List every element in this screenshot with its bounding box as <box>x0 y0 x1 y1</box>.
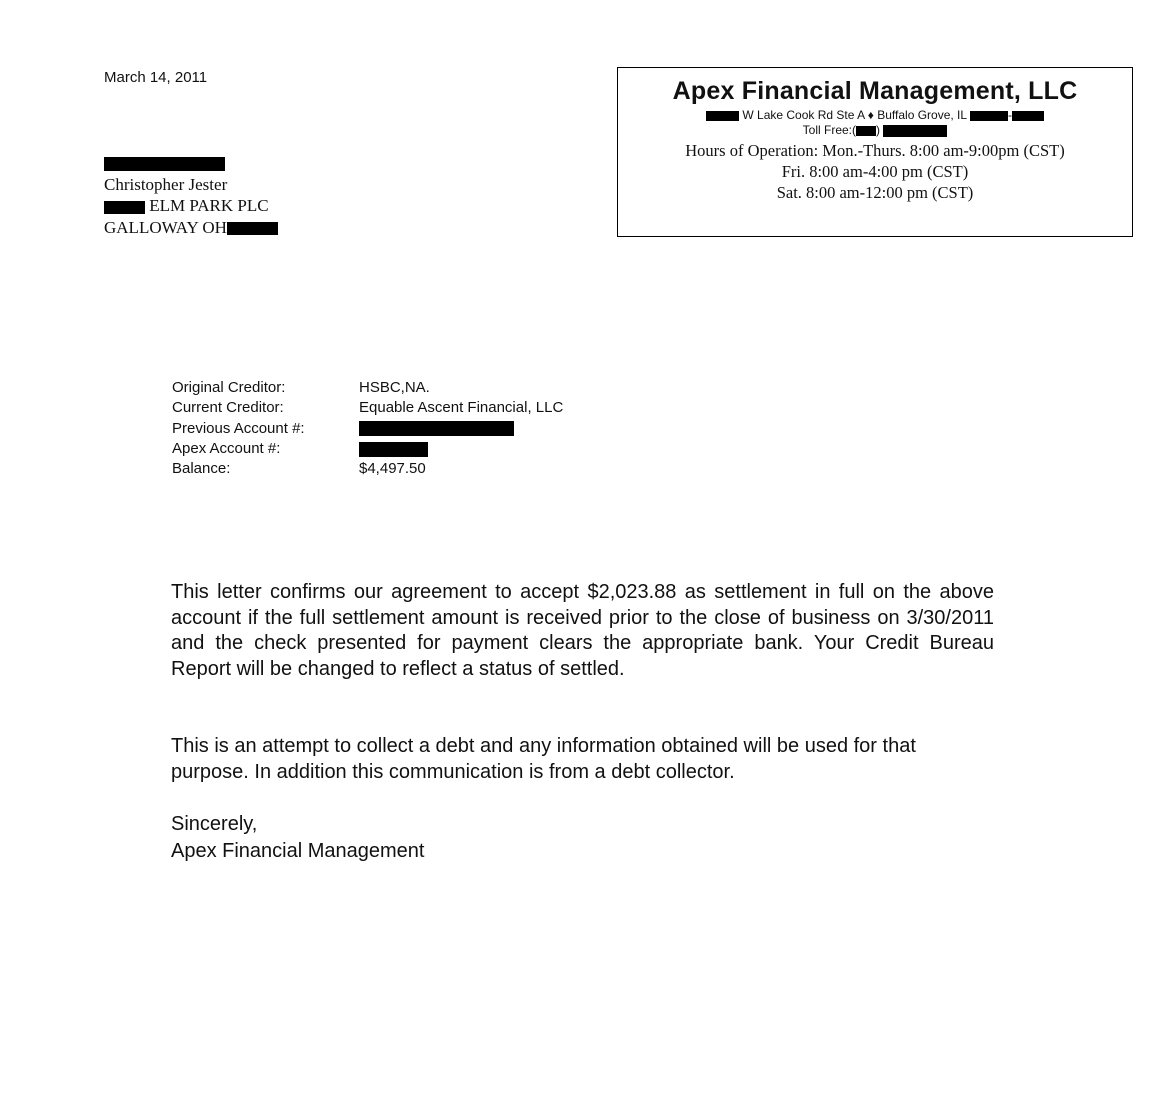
company-address-line <box>618 108 1132 122</box>
redaction-bar <box>104 201 145 214</box>
closing-signature: Apex Financial Management <box>171 839 425 862</box>
debt-collector-notice: This is an attempt to collect a debt and any information obtained will be used for that purpose. In addition this communication is from a debt collector. <box>171 735 916 783</box>
redaction-bar <box>1012 111 1044 121</box>
redaction-bar <box>970 111 1008 121</box>
redaction-bar <box>227 222 278 235</box>
toll-free-label: Toll Free:( <box>802 123 856 137</box>
company-address: W Lake Cook Rd Ste A ♦ Buffalo Grove, IL <box>742 108 967 122</box>
redaction-bar <box>359 421 514 436</box>
redaction-hyphen: - <box>1007 108 1012 122</box>
balance-row <box>172 459 563 479</box>
company-name: Apex Financial Management, LLC <box>672 77 1078 105</box>
current-creditor-row <box>172 398 563 418</box>
recipient-street-line <box>104 195 278 217</box>
apex-account-label: Apex Account #: <box>172 439 281 457</box>
settlement-paragraph: This letter confirms our agreement to accept $2,023.88 as settlement in full on the above account if the full settlement amount is received prior to the close of business on 3/30/2011 and the check presented for payment clears the appropriate bank. Your Credit Bureau Report will be changed to reflect a status of settled. <box>171 581 994 680</box>
company-toll-free-line <box>618 123 1132 137</box>
current-creditor-value: Equable Ascent Financial, LLC <box>359 399 564 417</box>
letter-date: March 14, 2011 <box>104 69 208 86</box>
original-creditor-value: HSBC,NA. <box>359 379 430 396</box>
account-details <box>172 378 563 479</box>
recipient-city-line <box>104 217 278 239</box>
closing-salutation: Sincerely, <box>171 813 258 835</box>
company-letterhead <box>617 67 1133 237</box>
recipient-name: Christopher Jester <box>104 174 228 194</box>
original-creditor-label: Original Creditor: <box>172 379 286 396</box>
apex-account-row <box>172 439 563 459</box>
letter-closing <box>171 811 424 864</box>
previous-account-row <box>172 419 563 439</box>
balance-label: Balance: <box>172 460 231 478</box>
redaction-bar <box>359 442 428 457</box>
recipient-address <box>104 152 278 238</box>
original-creditor-row <box>172 378 563 398</box>
redaction-bar <box>706 111 739 121</box>
redaction-bar <box>856 126 876 136</box>
hours-sat: Sat. 8:00 am-12:00 pm (CST) <box>776 183 974 202</box>
recipient-redacted-line <box>104 152 278 174</box>
redaction-bar <box>883 125 947 137</box>
balance-value: $4,497.50 <box>359 460 426 478</box>
toll-free-paren: ) <box>876 123 880 137</box>
redaction-bar <box>104 157 225 171</box>
previous-account-label: Previous Account #: <box>172 419 305 437</box>
hours-mon-thurs: Hours of Operation: Mon.-Thurs. 8:00 am-9:00pm (CST) <box>685 141 1065 160</box>
hours-fri: Fri. 8:00 am-4:00 pm (CST) <box>781 162 969 181</box>
recipient-street: ELM PARK PLC <box>149 196 269 215</box>
current-creditor-label: Current Creditor: <box>172 399 284 417</box>
recipient-city: GALLOWAY OH <box>104 217 227 237</box>
